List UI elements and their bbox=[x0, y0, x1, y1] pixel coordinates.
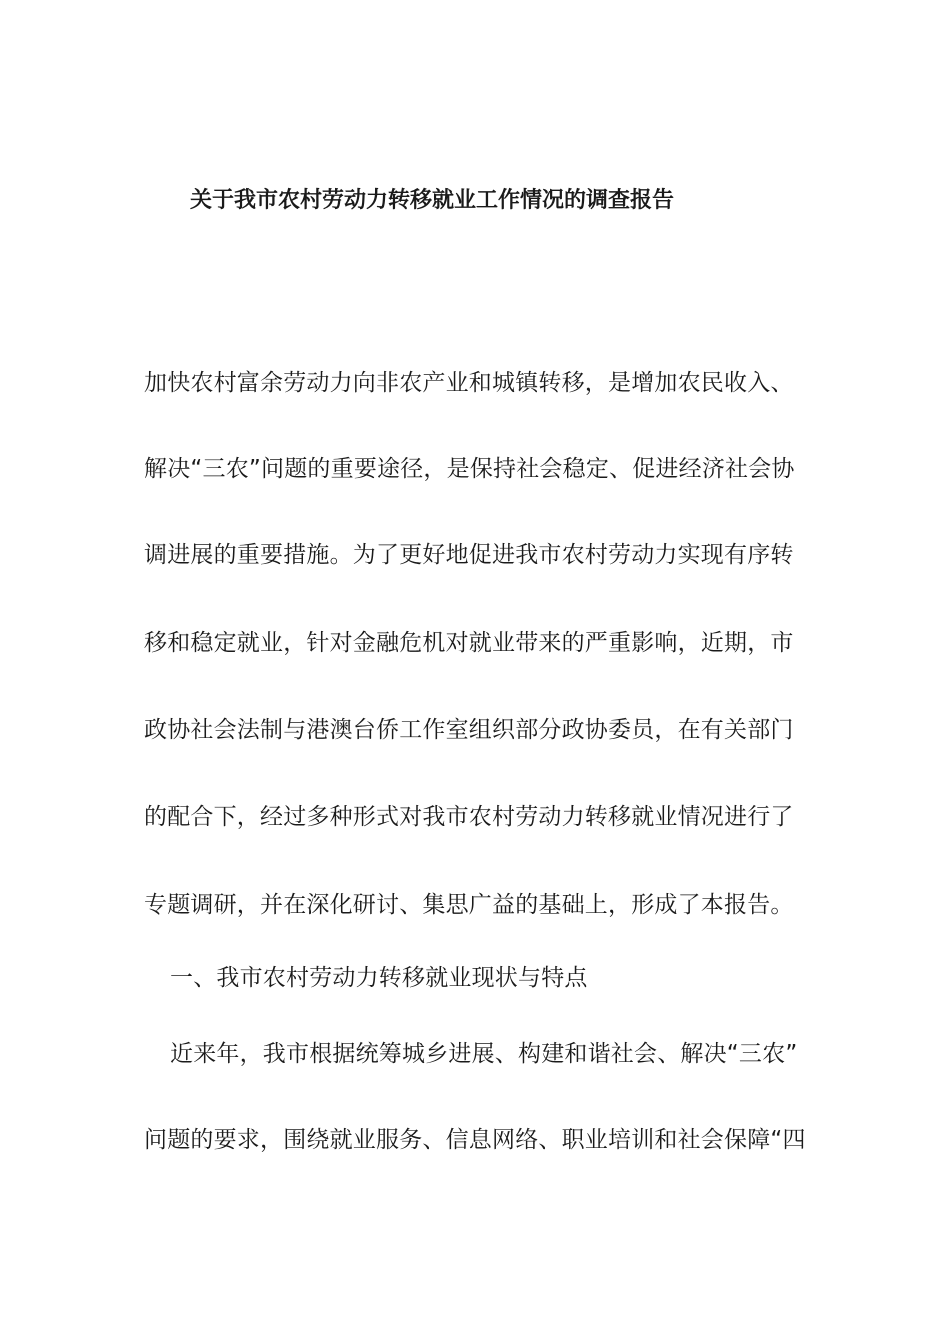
paragraph-line: 近来年，我市根据统筹城乡进展、构建和谐社会、解决“三农” bbox=[170, 1041, 798, 1067]
paragraph-line: 问题的要求，围绕就业服务、信息网络、职业培训和社会保障“四 bbox=[144, 1127, 806, 1153]
section-heading: 一、我市农村劳动力转移就业现状与特点 bbox=[170, 965, 588, 991]
paragraph-line: 加快农村富余劳动力向非农产业和城镇转移，是增加农民收入、 bbox=[144, 370, 794, 396]
paragraph-line: 调进展的重要措施。为了更好地促进我市农村劳动力实现有序转 bbox=[144, 542, 794, 568]
paragraph-line: 解决“三农”问题的重要途径，是保持社会稳定、促进经济社会协 bbox=[144, 456, 795, 482]
paragraph-line: 专题调研，并在深化研讨、集思广益的基础上，形成了本报告。 bbox=[144, 892, 794, 918]
paragraph-line: 的配合下，经过多种形式对我市农村劳动力转移就业情况进行了 bbox=[144, 804, 794, 830]
paragraph-line: 政协社会法制与港澳台侨工作室组织部分政协委员，在有关部门 bbox=[144, 717, 794, 743]
paragraph-line: 移和稳定就业，针对金融危机对就业带来的严重影响，近期，市 bbox=[144, 630, 794, 656]
document-title: 关于我市农村劳动力转移就业工作情况的调查报告 bbox=[190, 188, 675, 213]
